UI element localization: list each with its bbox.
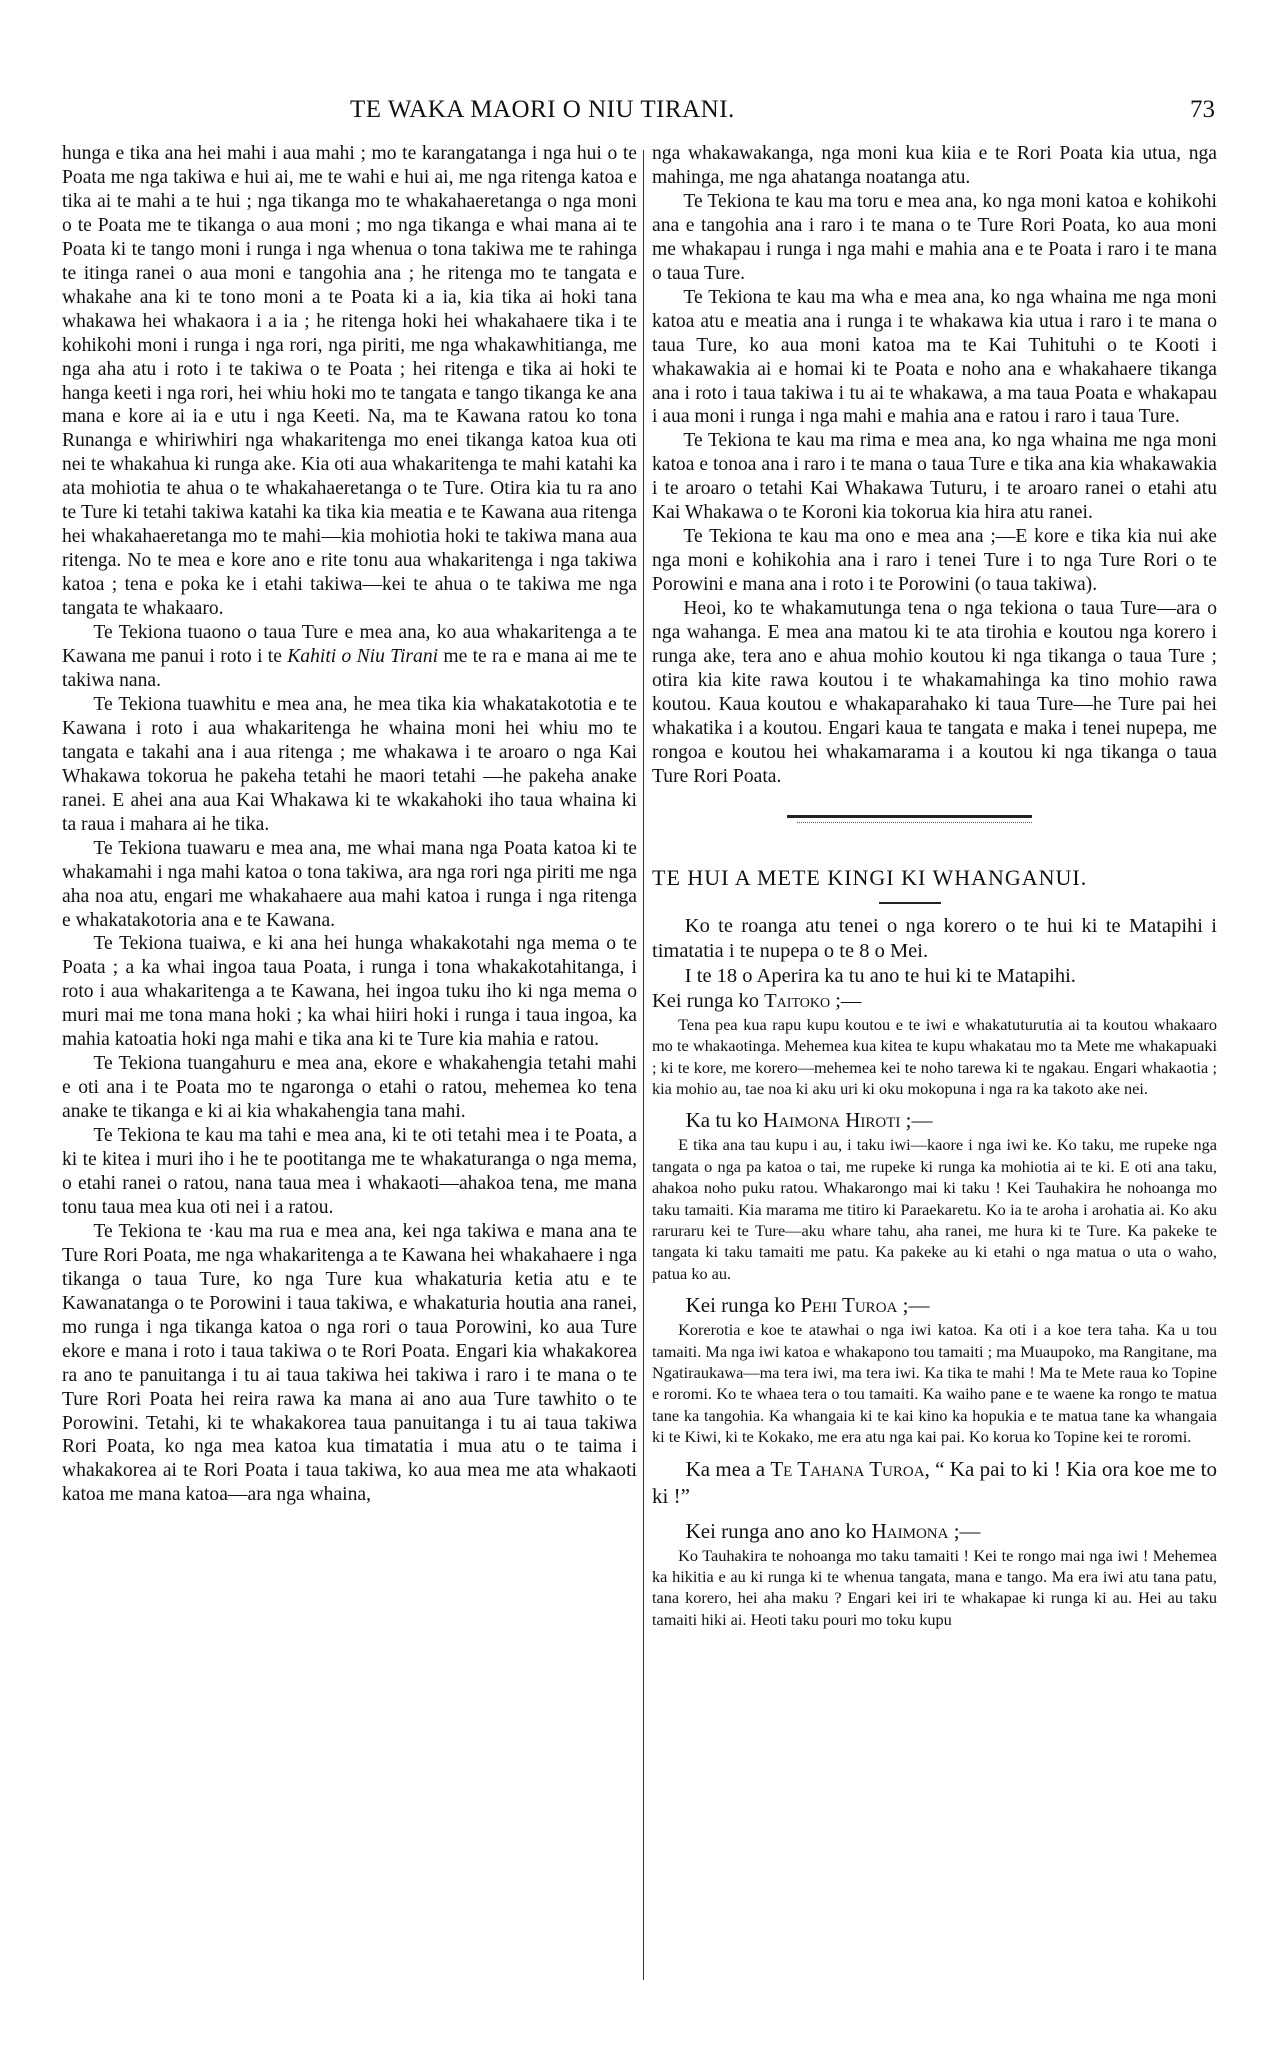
running-head xyxy=(0,96,1280,128)
separator-thick-line xyxy=(787,815,1032,818)
title-underline-rule xyxy=(879,902,941,904)
paragraph-conclusion: Heoi, ko te whakamutunga tena o nga tekiona o taua Ture—ara o nga wahanga. E mea ana matou ki te ata tirohia e koutou nga korero i runga ake, tera ano e ahua mohio koutou ki nga tikanga o taua Ture ; otira kia kite rawa koutou i te whakamahinga ka tino mohio rawa koutou. Kaua koutou e whakaparahako ki taua Ture—he Ture pai hei whakatika i a koutou. Engari kaua te tangata e maka i tenei nupepa, me rongoa e koutou hei whakamarama i a koutou ki nga tikanga o taua Ture Rori Poata. xyxy=(652,598,1217,787)
paragraph: nga whakawakanga, nga moni kua kiia e te Rori Poata kia utua, nga mahinga, me nga ahatanga noatanga atu. xyxy=(652,143,1217,188)
speaker-line xyxy=(652,989,1217,1014)
article-intro: Ko te roanga atu tenei o nga korero o te hui ki te Matapihi i timatatia i te nupepa o te 8 o Mei. xyxy=(652,914,1217,962)
speaker-line xyxy=(652,1456,1217,1510)
paragraph-section-8: Te Tekiona tuawaru e mea ana, me whai mana nga Poata katoa ki te whakamahi i nga mahi katoa o tona takiwa, ara nga rori nga piriti me nga aha noa atu, engari me whakahaere aua mahi katoa i runga i nga ritenga e whakatakotoria ana e te Kawana. xyxy=(62,837,637,931)
speaker-line xyxy=(652,1518,1217,1545)
paragraph-section-10: Te Tekiona tuangahuru e mea ana, ekore e whakahengia tetahi mahi e oti ana i te Poata mo te ngaronga o etahi o ratou, mehemea ko tena anake te tikanga e ki ai kia whakahengia tana mahi. xyxy=(62,1053,637,1123)
speaker-name: Haimona Hiroti xyxy=(763,1108,901,1133)
speaker-suffix: ;— xyxy=(897,1293,930,1318)
speaker-prefix: Kei runga ko xyxy=(685,1293,801,1318)
left-column xyxy=(62,142,637,1507)
paragraph-section-16: Te Tekiona te kau ma ono e mea ana ;—E kore e tika kia nui ake nga moni e kohikohia ana i raro i tenei Ture i to nga Ture Rori o te Porowini e mana ana i roto i te Porowini (o taua takiwa). xyxy=(652,526,1217,596)
paragraph-text: Te Tekiona tuaono o taua Ture e mea ana, ko aua whakaritenga a te Kawana me panui i roto i te xyxy=(62,622,637,668)
speaker-line xyxy=(652,1107,1217,1134)
article-intro: I te 18 o Aperira ka tu ano te hui ki te Matapihi. xyxy=(684,964,1076,987)
speaker-name: Pehi Turoa xyxy=(800,1293,898,1318)
paragraph-section-9: Te Tekiona tuaiwa, e ki ana hei hunga whakakotahi nga mema o te Poata ; a ka whai ingoa taua Poata, i runga i tona whakakotahitanga, i roto i aua whakaritenga a te Kawana, hei ingoa tuku iho ki nga mema o muri mai me tona mana hoki ; ka whai hiiri hoki i runga i taua ingoa, ka mahia katoatia hoki nga mahi e tika ana ki te Ture kia mahia e ratou. xyxy=(62,933,637,1051)
paragraph-section-13: Te Tekiona te kau ma toru e mea ana, ko nga moni katoa e kohikohi ana e tangohia ana i raro i te mana o te Ture Rori Poata, ko aua moni me whakapau i runga i nga mahi e mahia ana e te Poata i raro i te mana o taua Ture. xyxy=(652,190,1217,284)
paragraph-section-15: Te Tekiona te kau ma rima e mea ana, ko nga whaina me nga moni katoa e tonoa ana i raro i te mana o taua Ture e tika ana kia whakawakia i te aroaro o tetahi Kai Whakawa Tuturu, i te aroaro ranei o etahi atu Kai Whakawa o te Koroni kia tokorua kia hira atu ranei. xyxy=(652,430,1217,524)
section-separator-rule xyxy=(652,815,1217,829)
paragraph-section-14: Te Tekiona te kau ma wha e mea ana, ko nga whaina me nga moni katoa atu e meatia ana i runga i te whakawa kia utua i raro i te mana o taua Ture, ko aua moni katoa ma te Kai Tuhituhi o te Kooti i whakawakia ai e homai ki te Poata e noho ana e whakahaere tikanga ana i roto i taua takiwa i tu ai te whakawa, a ma taua Poata e whakapau i aua moni i runga i nga mahi e mahia ana e ratou i raro i taua Ture. xyxy=(652,286,1217,428)
paragraph-section-11: Te Tekiona te kau ma tahi e mea ana, ki te oti tetahi mea i te Poata, a ki te kitea i muri iho i he te pootitanga me te whakaturanga o nga mema, o etahi ranei o ratou, nana taua mea i whakaoti—ahakoa tena, me mana tonu taua mea kua oti nei i a ratou. xyxy=(62,1125,637,1218)
page-number: 73 xyxy=(1190,96,1215,123)
speaker-line xyxy=(652,1292,1217,1319)
article-title: TE HUI A METE KINGI KI WHANGANUI. xyxy=(652,864,1088,890)
speech: Korerotia e koe te atawhai o nga iwi katoa. Ka oti i a koe tera taha. Ka u tou tamaiti. Ma nga iwi katoa e whakapono tou tamaiti ; ma Muaupoko, ma Rangitane, ma Ngatiraukawa—ma tera iwi, ma tera iwi. Ka tika te mahi ! Ma te Mete raua ko Topine e roromi. Ko te whaea tera o tou tamaiti. Ka waiho pane e te waene ka rongo te matua tane ka tangohia. Ka whangaia ki te kai kino ka hopukia e te matua tane ka whangaia ki te Kiwi, ki te Kokako, me era atu nga kai pai. Ko korua ko Topine kei te roromi. xyxy=(652,1320,1217,1447)
speaker-suffix: ;— xyxy=(900,1108,933,1133)
speaker-name: Taitoko xyxy=(764,989,831,1012)
speaker-prefix: Kei runga ano ano ko xyxy=(685,1518,872,1543)
speaker-quote: , “ Ka pai to ki ! Kia ora koe me to ki !” xyxy=(652,1456,1217,1508)
speech: Ko Tauhakira te nohoanga mo taku tamaiti ! Kei te rongo mai nga iwi ! Mehemea ka hikitia e au ki runga ki te whenua tangata, mana e tango. Ma era iwi atu tana patu, tana korero, hei aha maku ? Engari kei iri te whakapae ki runga ki au. Hei au taku tamaiti hiki ai. Heoti taku pouri mo toku kupu xyxy=(652,1545,1217,1629)
right-column xyxy=(652,142,1217,1630)
paragraph: hunga e tika ana hei mahi i aua mahi ; mo te karangatanga i nga hui o te Poata me nga takiwa e hui ai, me te wahi e hui ai, me nga ritenga katoa e tika ai te mahi a te hui ; nga tikanga mo te whakahaeretanga o nga moni o te Poata me te tikanga o aua moni ; mo nga tikanga e whai mana ai te Poata ki te tango moni i runga i nga whenua o tona takiwa me te rahinga te itinga ranei o aua moni e tangohia ana ; he ritenga mo te tangata e whakahe ana ki te tono moni a te Poata ki a ia, kia tika ai hoki tana whakawa hei whakaora i a ia ; he ritenga hoki hei whakahaere tika i te kohikohi moni i runga i nga rori, nga piriti, me nga whakawhitianga, me nga aha atu i roto i te takiwa o te Poata ; hei ritenga e tika ai hoki te hanga keeti i nga rori, hei whiu hoki mo te tangata e tango tikanga ke ana mana e kore ai ia e utu i nga Keeti. Na, ma te Kawana ratou ko tona Runanga e whiriwhiri nga whakaritenga mo enei tikanga katoa kua oti nei te whakahua ki runga ake. Kia oti aua whakaritenga te mahi katahi ka ata mohiotia te ahua o te whakahaeretanga o te Ture. Otira kia tu ra ano te Ture ki tetahi takiwa katahi ka tika kia meatia e te Kawana aua ritenga hei whakahaeretanga mo te mahi—kia mohiotia hoki te takiwa mana aua ritenga. No te mea e kore ano e rite tonu aua whakaritenga i nga takiwa katoa ; tena e poka ke i etahi takiwa—kei te ahua o te takiwa me nga tangata te whakaaro. xyxy=(62,143,637,620)
separator-thin-line xyxy=(797,822,1032,823)
speaker-prefix: Ka mea a xyxy=(685,1456,771,1481)
newspaper-title: TE WAKA MAORI O NIU TIRANI. xyxy=(350,96,735,123)
speech: Tena pea kua rapu kupu koutou e te iwi e whakatuturutia ai ta koutou whakaaro mo te whakaotinga. Mehemea kua kitea te kupu whakatau mo ta Mete me whakapuaki ; ki te kore, me korero—mehemea kei te noho tarewa ki te ngakau. Engari whakaotia ; kia mohio au, tae noa ki aku uri ki oku mokopuna i nga ra ka takoto ake nei. xyxy=(652,1014,1217,1098)
speaker-prefix: Ka tu ko xyxy=(685,1108,764,1133)
paragraph-section-6 xyxy=(62,621,637,693)
speaker-suffix: ;— xyxy=(948,1518,981,1543)
gazette-title: Kahiti o Niu Tirani xyxy=(287,646,439,668)
paragraph-text: me te ra e mana ai me te takiwa nana. xyxy=(62,646,637,691)
speech: E tika ana tau kupu i au, i taku iwi—kaore i nga iwi ke. Ko taku, me rupeke nga tangata o nga pa katoa o tai, me rupeke ki runga ka mohiotia ai te ki. E oti ana taku, ahakoa noho puku ratou. Whakarongo mai ki taku ! Kei Tauhakira he nohoanga mo taku tamaiti. Kia marama me titiro ki Paraekaretu. Ko ia te aroha i arohatia ai. Ko aku raruraru kei te Ture—aku whare tahu, aha ranei, me hura ki te Ture. Ka pakeke te tangata ki taku tamaiti me patu. Ka pakeke au ki etahi o nga matua o uta o waho, patua ko au. xyxy=(652,1135,1217,1283)
speaker-name: Te Tahana Turoa xyxy=(770,1456,925,1481)
paragraph-section-12: Te Tekiona te ·kau ma rua e mea ana, kei nga takiwa e mana ana te Ture Rori Poata, me nga whakaritenga a te Kawana hei whakahaere i nga tikanga o taua Ture, ko nga Ture kua whakaturia ketia atu e te Kawanatanga o te Porowini i taua takiwa, e whakaturia houtia ana ranei, mo runga i nga tikanga katoa o nga rori o taua Porowini, ko aua Ture ekore e mana i roto i taua takiwa o te Rori Poata. Engari kia whakakorea ra ano te panuitanga i tu ai taua takiwa hei takiwa i raro i te mana o te Ture Rori Poata hei reira rawa ka mana ai ano aua Ture tawhito o te Porowini. Tetahi, ki te whakakorea taua panuitanga i tu ai taua takiwa Rori Poata, ko nga mea katoa kua timatatia i mua atu o te taima i whakakorea ai te Rori Poata i taua takiwa, ko aua mea me ata whakaoti katoa me mana katoa—ara nga whaina, xyxy=(62,1220,637,1506)
speaker-prefix: Kei runga ko xyxy=(652,989,765,1012)
speaker-suffix: ;— xyxy=(830,989,862,1012)
column-divider xyxy=(643,150,644,1980)
speaker-name: Haimona xyxy=(871,1518,949,1543)
paragraph-section-7: Te Tekiona tuawhitu e mea ana, he mea tika kia whakatakototia e te Kawana i roto i aua whakaritenga he whaina moni hei whiu mo te tangata e takahi ana i aua ritenga ; me whakawa i te aroaro o nga Kai Whakawa tokorua he pakeha tetahi he maori tetahi —he pakeha anake ranei. E ahei ana aua Kai Whakawa ki te wkakahoki iho taua whaina ki ta raua i mahara ai he tika. xyxy=(62,693,637,835)
